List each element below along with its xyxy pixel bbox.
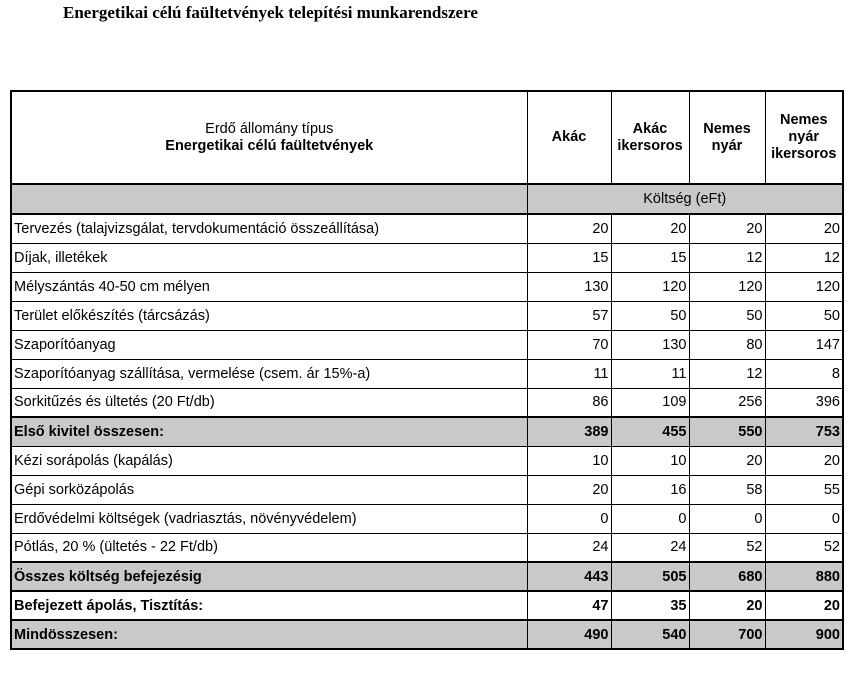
table-row — [11, 620, 843, 649]
row-value: 455 — [611, 417, 689, 446]
table-row — [11, 301, 843, 330]
row-value: 24 — [527, 533, 611, 562]
row-value: 20 — [765, 446, 843, 475]
row-label: Terület előkészítés (tárcsázás) — [11, 301, 527, 330]
row-value: 12 — [765, 243, 843, 272]
column-header-akac-ikersoros — [611, 91, 689, 184]
row-label: Szaporítóanyag szállítása, vermelése (csem. ár 15%-a) — [11, 359, 527, 388]
row-value: 540 — [611, 620, 689, 649]
row-value: 70 — [527, 330, 611, 359]
row-value: 16 — [611, 475, 689, 504]
row-value: 753 — [765, 417, 843, 446]
row-value: 0 — [611, 504, 689, 533]
row-value: 15 — [611, 243, 689, 272]
row-value: 11 — [611, 359, 689, 388]
row-label: Összes költség befejezésig — [11, 562, 527, 591]
units-label: Költség (eFt) — [527, 184, 843, 214]
row-value: 20 — [527, 214, 611, 243]
row-value: 52 — [689, 533, 765, 562]
row-value: 50 — [611, 301, 689, 330]
type-header-value: Energetikai célú faültetvények — [165, 137, 374, 154]
table-row — [11, 272, 843, 301]
type-header-cell — [11, 91, 527, 184]
row-value: 12 — [689, 243, 765, 272]
row-value: 35 — [611, 591, 689, 620]
column-header-line: nyár — [788, 129, 820, 145]
row-value: 8 — [765, 359, 843, 388]
column-header-line: ikersoros — [617, 137, 683, 154]
row-label: Mindösszesen: — [11, 620, 527, 649]
column-header-line: ikersoros — [771, 146, 837, 162]
type-header-label: Erdő állomány típus — [205, 120, 334, 137]
document-title: Energetikai célú faültetvények telepítési munkarendszere — [63, 3, 478, 22]
table-row — [11, 562, 843, 591]
row-value: 130 — [611, 330, 689, 359]
column-header-nemes-nyar — [689, 91, 765, 184]
column-header-line: Akác — [632, 120, 668, 137]
row-value: 147 — [765, 330, 843, 359]
table-row — [11, 504, 843, 533]
row-value: 120 — [765, 272, 843, 301]
column-header-nemes-nyar-ikersoros — [765, 91, 843, 184]
table-row — [11, 475, 843, 504]
row-label: Gépi sorközápolás — [11, 475, 527, 504]
table-row — [11, 591, 843, 620]
row-value: 389 — [527, 417, 611, 446]
row-value: 55 — [765, 475, 843, 504]
column-header-line: Akác — [551, 129, 587, 145]
row-label: Befejezett ápolás, Tisztítás: — [11, 591, 527, 620]
row-value: 120 — [689, 272, 765, 301]
column-header-akac — [527, 91, 611, 184]
row-value: 57 — [527, 301, 611, 330]
row-value: 0 — [689, 504, 765, 533]
row-value: 490 — [527, 620, 611, 649]
row-value: 80 — [689, 330, 765, 359]
table-row — [11, 330, 843, 359]
row-value: 24 — [611, 533, 689, 562]
row-value: 47 — [527, 591, 611, 620]
row-value: 86 — [527, 388, 611, 417]
table-row — [11, 388, 843, 417]
row-value: 20 — [689, 446, 765, 475]
row-value: 443 — [527, 562, 611, 591]
table-row — [11, 446, 843, 475]
table-header-row — [11, 91, 843, 184]
row-label: Sorkitűzés és ültetés (20 Ft/db) — [11, 388, 527, 417]
row-label: Mélyszántás 40-50 cm mélyen — [11, 272, 527, 301]
row-value: 550 — [689, 417, 765, 446]
row-label: Tervezés (talajvizsgálat, tervdokumentáció összeállítása) — [11, 214, 527, 243]
row-value: 109 — [611, 388, 689, 417]
table-row — [11, 243, 843, 272]
row-value: 10 — [527, 446, 611, 475]
row-value: 20 — [527, 475, 611, 504]
row-value: 20 — [611, 214, 689, 243]
row-value: 0 — [527, 504, 611, 533]
table-row — [11, 214, 843, 243]
row-value: 900 — [765, 620, 843, 649]
table-row — [11, 533, 843, 562]
row-value: 12 — [689, 359, 765, 388]
row-value: 680 — [689, 562, 765, 591]
column-header-line: nyár — [711, 137, 743, 154]
row-value: 120 — [611, 272, 689, 301]
units-row — [11, 184, 843, 214]
row-value: 58 — [689, 475, 765, 504]
cost-table — [10, 90, 844, 650]
row-value: 50 — [765, 301, 843, 330]
column-header-line: Nemes — [779, 112, 828, 128]
row-label: Pótlás, 20 % (ültetés - 22 Ft/db) — [11, 533, 527, 562]
row-value: 52 — [765, 533, 843, 562]
row-value: 880 — [765, 562, 843, 591]
row-value: 256 — [689, 388, 765, 417]
row-value: 11 — [527, 359, 611, 388]
row-value: 130 — [527, 272, 611, 301]
row-value: 10 — [611, 446, 689, 475]
row-value: 50 — [689, 301, 765, 330]
row-label: Erdővédelmi költségek (vadriasztás, növényvédelem) — [11, 504, 527, 533]
table-body — [11, 214, 843, 649]
row-value: 15 — [527, 243, 611, 272]
row-label: Díjak, illetékek — [11, 243, 527, 272]
table-row — [11, 417, 843, 446]
row-label: Első kivitel összesen: — [11, 417, 527, 446]
row-label: Szaporítóanyag — [11, 330, 527, 359]
row-label: Kézi sorápolás (kapálás) — [11, 446, 527, 475]
row-value: 20 — [689, 214, 765, 243]
row-value: 505 — [611, 562, 689, 591]
row-value: 700 — [689, 620, 765, 649]
row-value: 0 — [765, 504, 843, 533]
table-row — [11, 359, 843, 388]
row-value: 396 — [765, 388, 843, 417]
row-value: 20 — [765, 591, 843, 620]
units-empty-cell — [11, 184, 527, 214]
row-value: 20 — [689, 591, 765, 620]
row-value: 20 — [765, 214, 843, 243]
column-header-line: Nemes — [703, 120, 751, 137]
